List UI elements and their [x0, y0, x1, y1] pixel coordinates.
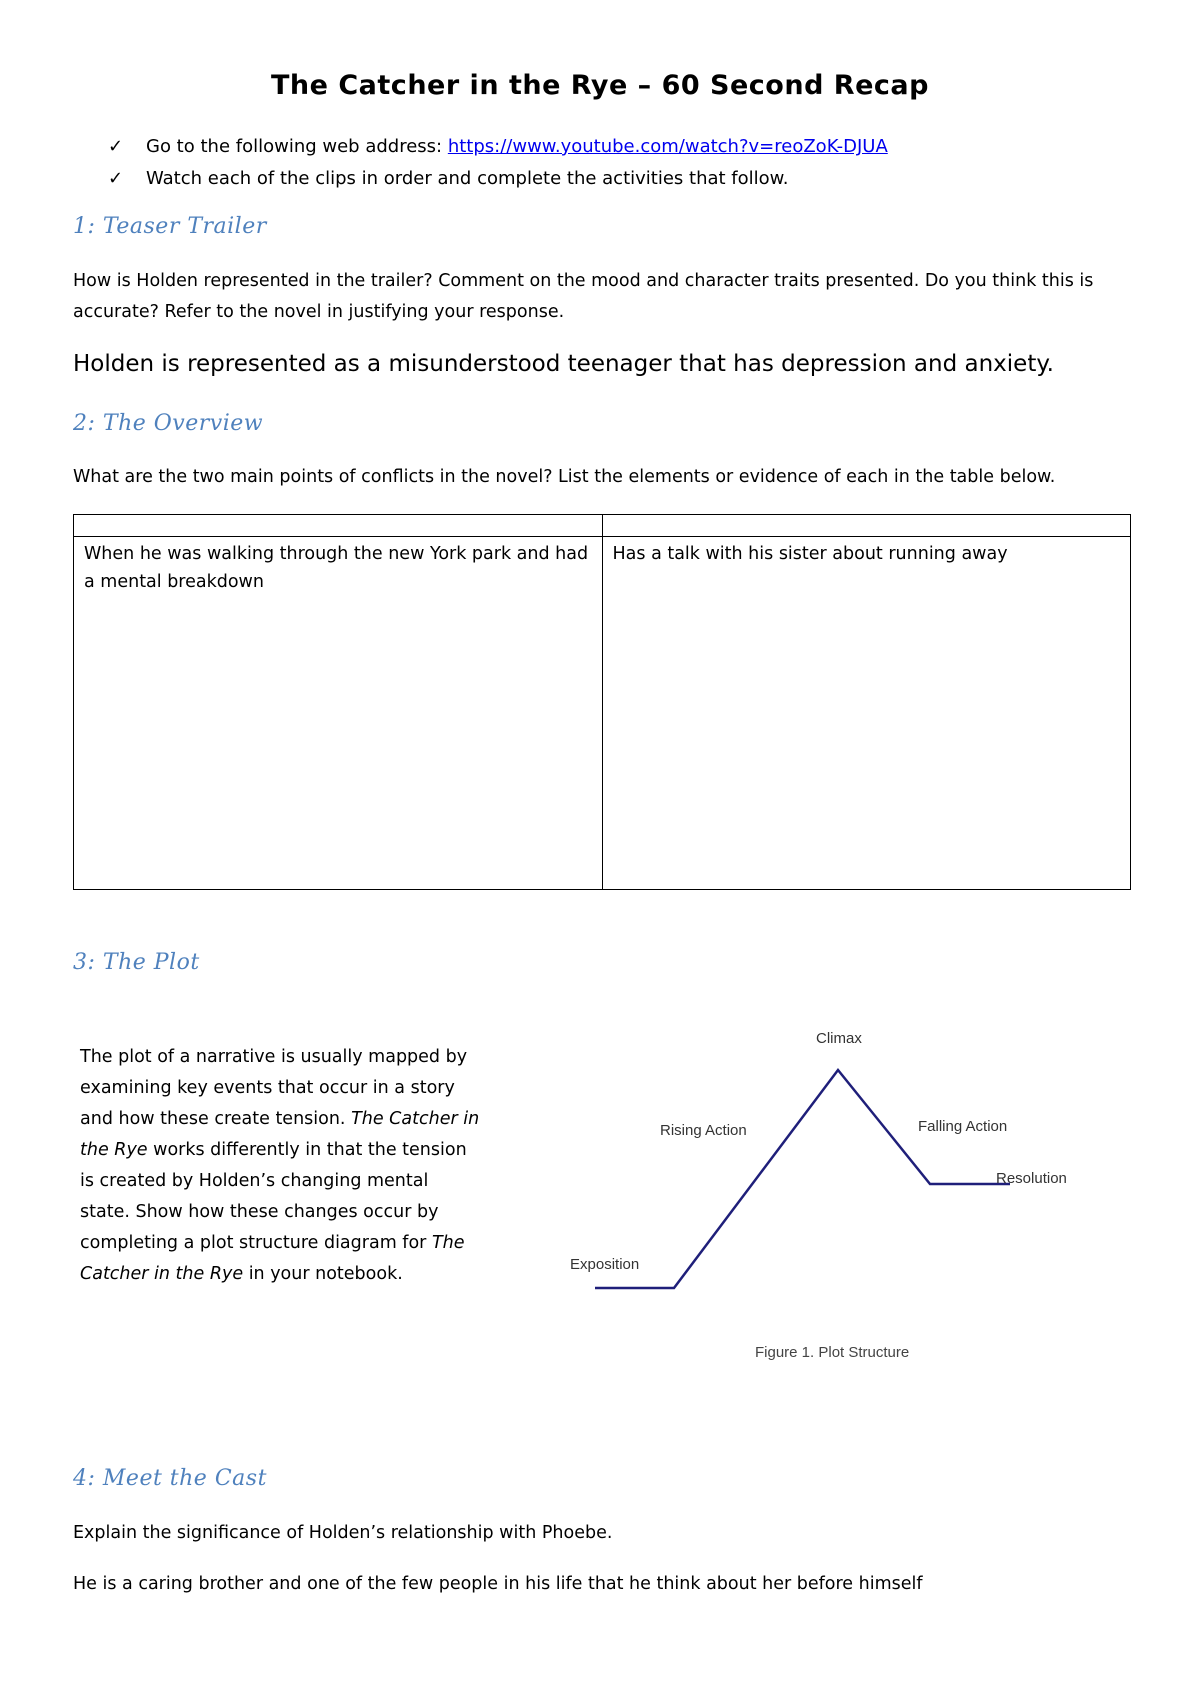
conflict-two-cell[interactable]: Has a talk with his sister about running away — [602, 537, 1131, 890]
plot-text-part: The plot of a narrative is usually mapped by examining key events that occur in a story and how these create tension. — [80, 1047, 468, 1129]
climax-label: Climax — [816, 1030, 862, 1047]
falling-action-label: Falling Action — [918, 1118, 1008, 1135]
plot-text-part: works differently in that the tension is created by Holden’s changing mental state. Show how these changes occur by completing a plot structure diagram for — [80, 1140, 467, 1253]
section-heading-plot: 3: The Plot — [73, 950, 200, 975]
section-heading-overview: 2: The Overview — [73, 411, 264, 436]
figure-caption: Figure 1. Plot Structure — [755, 1344, 910, 1361]
youtube-link[interactable]: https://www.youtube.com/watch?v=reoZoK-DJUA — [447, 136, 888, 157]
conflict-one-cell[interactable]: When he was walking through the new York park and had a mental breakdown — [74, 537, 603, 890]
overview-question: What are the two main points of conflicts in the novel? List the elements or evidence of each in the table below. — [73, 467, 1056, 487]
plot-text-part: in your notebook. — [243, 1264, 403, 1284]
instruction-text: Go to the following web address: — [146, 136, 448, 157]
plot-instructions — [80, 1042, 480, 1290]
resolution-label: Resolution — [996, 1170, 1067, 1187]
teaser-trailer-answer[interactable]: Holden is represented as a misunderstood teenager that has depression and anxiety. — [73, 351, 1054, 377]
meet-the-cast-answer[interactable]: He is a caring brother and one of the few people in his life that he think about her before himself — [73, 1574, 923, 1594]
rising-action-label: Rising Action — [660, 1122, 747, 1139]
instruction-list — [108, 131, 888, 195]
section-heading-meet-the-cast: 4: Meet the Cast — [73, 1466, 267, 1491]
checkmark-icon: ✓ — [108, 168, 124, 189]
section-heading-teaser-trailer: 1: Teaser Trailer — [73, 214, 267, 239]
meet-the-cast-question: Explain the significance of Holden’s relationship with Phoebe. — [73, 1523, 613, 1543]
table-row — [74, 537, 1131, 890]
instruction-item — [108, 163, 888, 195]
exposition-label: Exposition — [570, 1256, 640, 1273]
instruction-text: Watch each of the clips in order and complete the activities that follow. — [146, 168, 789, 189]
novel-title-italic: The Catcher in the Rye — [80, 1233, 465, 1284]
novel-title-italic: The Catcher in the Rye — [80, 1109, 480, 1160]
instruction-item — [108, 131, 888, 163]
page-title: The Catcher in the Rye – 60 Second Recap — [271, 70, 929, 101]
plot-structure-diagram — [560, 1020, 1120, 1370]
plot-line — [595, 1070, 1010, 1288]
table-header-cell[interactable] — [74, 515, 603, 537]
plot-structure-svg — [560, 1020, 1120, 1370]
checkmark-icon: ✓ — [108, 136, 124, 157]
table-header-row — [74, 515, 1131, 537]
table-header-cell[interactable] — [602, 515, 1131, 537]
conflicts-table — [73, 514, 1131, 890]
teaser-trailer-question: How is Holden represented in the trailer? Comment on the mood and character traits presented. Do you think this is accurate? Refer to the novel in justifying your response. — [73, 271, 1094, 322]
